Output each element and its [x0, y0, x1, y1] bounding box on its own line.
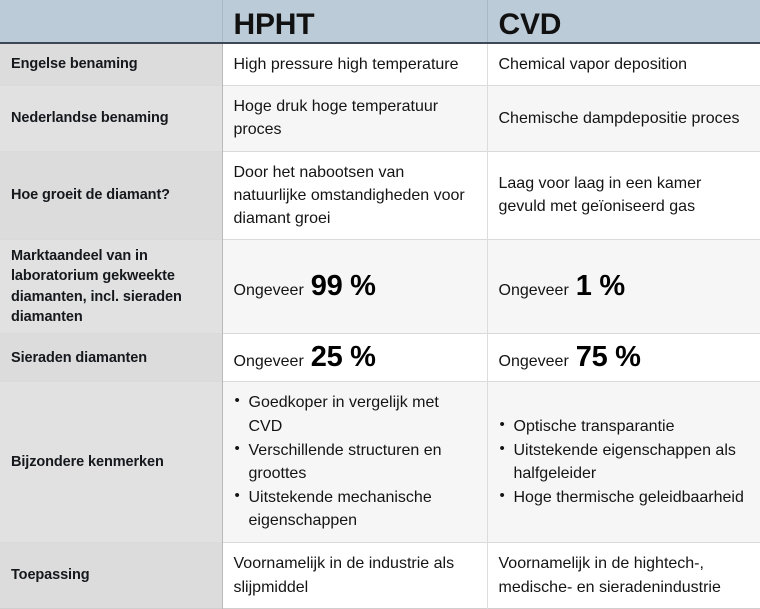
header-row [0, 0, 760, 43]
percentage-number: 25 % [311, 341, 376, 373]
cell-hpht-nederlandse-benaming [222, 86, 487, 151]
row-label-hoe-groeit-de-diamant: Hoe groeit de diamant? [0, 151, 222, 240]
cell-text: Hoge druk hoge temperatuur proces [234, 95, 475, 141]
list-item: • Uitstekende mechanische eigenschappen [234, 486, 475, 532]
cell-cvd-bijzondere-kenmerken [487, 382, 760, 543]
cell-cvd-sieraden-diamanten [487, 334, 760, 382]
cell-text: Chemical vapor deposition [499, 53, 749, 76]
percentage-number: 75 % [576, 341, 641, 373]
percentage-prefix: Ongeveer [234, 282, 304, 299]
row-label-bijzondere-kenmerken: Bijzondere kenmerken [0, 382, 222, 543]
cell-cvd-hoe-groeit-de-diamant [487, 151, 760, 240]
list-item: • Goedkoper in vergelijk met CVD [234, 391, 475, 437]
percentage-prefix: Ongeveer [234, 353, 304, 370]
cell-text: Voornamelijk in de industrie als slijpmiddel [234, 552, 475, 598]
percentage-prefix: Ongeveer [499, 282, 569, 299]
list-item: • Uitstekende eigenschappen als halfgeleider [499, 439, 749, 485]
feature-list-hpht [234, 391, 475, 532]
cell-hpht-sieraden-diamanten [222, 334, 487, 382]
table-body [0, 43, 760, 608]
row-label-toepassing: Toepassing [0, 543, 222, 608]
cell-text: Chemische dampdepositie proces [499, 107, 749, 130]
table-row [0, 543, 760, 608]
cell-cvd-engelse-benaming [487, 43, 760, 86]
cell-text: Door het nabootsen van natuurlijke omstandigheden voor diamant groei [234, 161, 475, 231]
list-item: • Optische transparantie [499, 415, 749, 438]
header-corner-cell [0, 0, 222, 43]
cell-cvd-marktaandeel [487, 240, 760, 334]
table-row [0, 240, 760, 334]
row-label-sieraden-diamanten: Sieraden diamanten [0, 334, 222, 382]
table-row [0, 86, 760, 151]
cell-hpht-engelse-benaming [222, 43, 487, 86]
table-row [0, 43, 760, 86]
column-header-hpht [222, 0, 487, 43]
cell-cvd-nederlandse-benaming [487, 86, 760, 151]
percentage-value-group [234, 343, 475, 372]
cell-cvd-toepassing [487, 543, 760, 608]
row-label-engelse-benaming: Engelse benaming [0, 43, 222, 86]
percentage-number: 1 % [576, 270, 625, 302]
cell-text: Voornamelijk in de hightech-, medische- en sieradenindustrie [499, 552, 749, 598]
column-header-hpht-label: HPHT [234, 10, 487, 40]
table-row [0, 151, 760, 240]
table-row [0, 334, 760, 382]
row-label-marktaandeel: Marktaandeel van in laboratorium gekweekte diamanten, incl. sieraden diamanten [0, 240, 222, 334]
list-item: • Hoge thermische geleidbaarheid [499, 486, 749, 509]
cell-hpht-hoe-groeit-de-diamant [222, 151, 487, 240]
percentage-prefix: Ongeveer [499, 353, 569, 370]
cell-hpht-marktaandeel [222, 240, 487, 334]
table-header [0, 0, 760, 43]
table-row [0, 382, 760, 543]
cell-text: Laag voor laag in een kamer gevuld met geïoniseerd gas [499, 172, 749, 218]
row-label-nederlandse-benaming: Nederlandse benaming [0, 86, 222, 151]
feature-list-cvd [499, 415, 749, 510]
percentage-value-group [499, 272, 749, 301]
column-header-cvd [487, 0, 760, 43]
cell-hpht-bijzondere-kenmerken [222, 382, 487, 543]
percentage-number: 99 % [311, 270, 376, 302]
cell-text: High pressure high temperature [234, 53, 475, 76]
cell-hpht-toepassing [222, 543, 487, 608]
column-header-cvd-label: CVD [499, 10, 760, 40]
percentage-value-group [234, 272, 475, 301]
percentage-value-group [499, 343, 749, 372]
list-item: • Verschillende structuren en groottes [234, 439, 475, 485]
